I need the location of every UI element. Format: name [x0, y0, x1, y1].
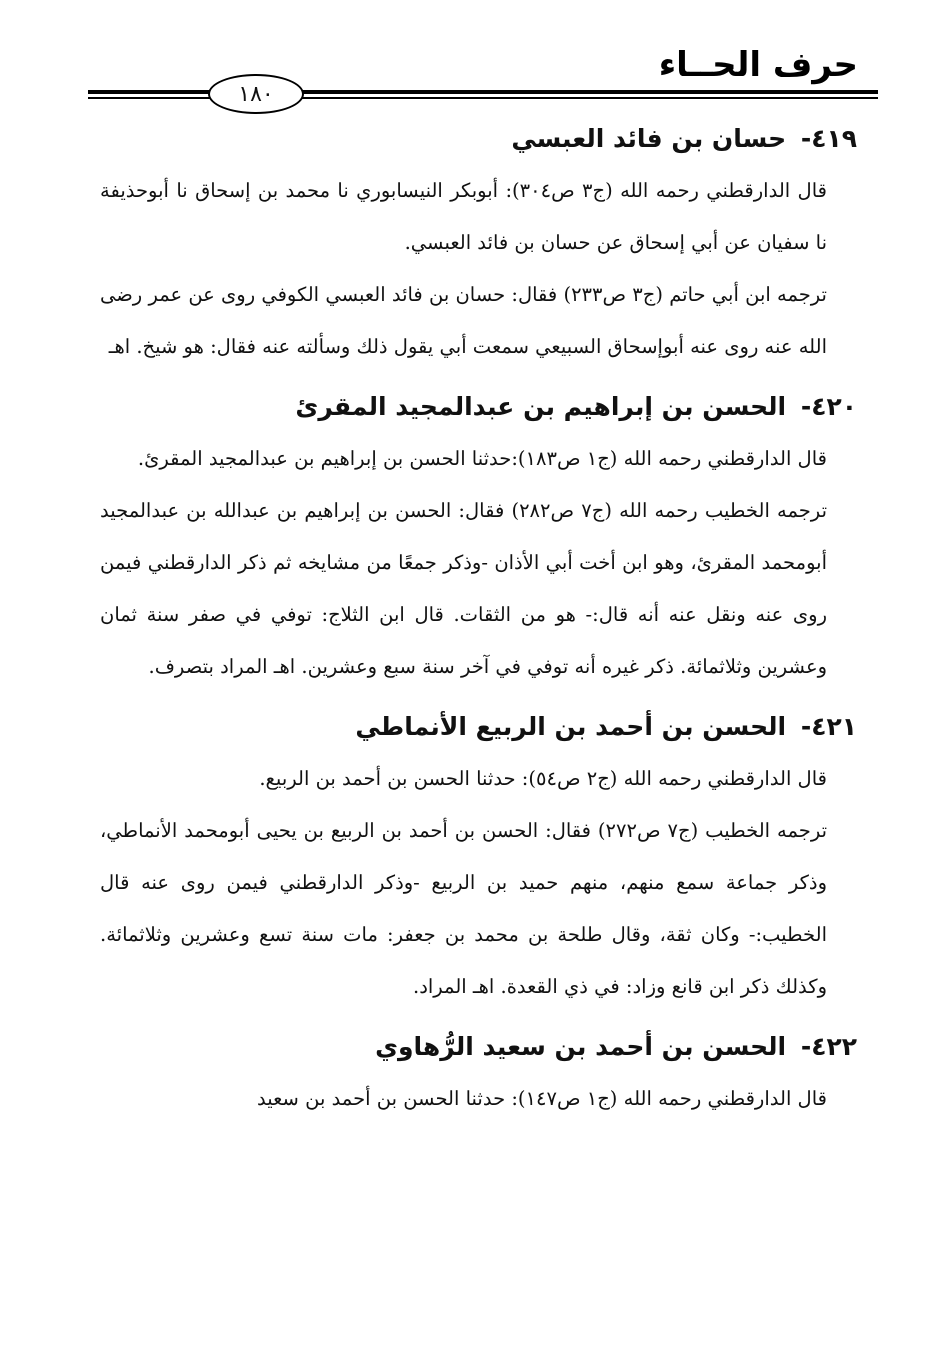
entry-number: ٤٢٢- [800, 1032, 857, 1061]
entry-name: حسان بن فائد العبسي [511, 124, 787, 153]
entry-paragraph: قال الدارقطني رحمه الله (ج١ ص١٨٣):حدثنا الحسن بن إبراهيم بن عبدالمجيد المقرئ. [137, 447, 827, 470]
entry-paragraph: ترجمه ابن أبي حاتم (ج٣ ص٢٣٣) فقال: حسان بن فائد العبسي الكوفي روى عن عمر رضى الله عنه روى عنه أبوإسحاق السبيعي سمعت أبي يقول ذلك وسألته عنه فقال: هو شيخ. اهـ [100, 283, 827, 358]
entry-422 [100, 1025, 857, 1125]
entry-name: الحسن بن أحمد بن سعيد الرُّهاوي [375, 1032, 787, 1061]
header-rule-thick [88, 90, 878, 94]
entry-paragraph: ترجمه الخطيب (ج٧ ص٢٧٢) فقال: الحسن بن أحمد بن الربيع بن يحيى أبومحمد الأنماطي، وذكر جماعة سمع منهم، منهم حميد بن الربيع -وذكر الدارقطني فيمن روى عنه قال الخطيب:- وكان ثقة، وقال طلحة بن محمد بن جعفر: مات سنة تسع وعشرين وثلاثمائة. وكذلك ذكر ابن قانع وزاد: في ذي القعدة. اهـ المراد. [100, 819, 828, 998]
entry-paragraph: ترجمه الخطيب رحمه الله (ج٧ ص٢٨٢) فقال: الحسن بن إبراهيم بن عبدالله بن عبدالمجيد أبومحمد المقرئ، وهو ابن أخت أبي الأذان -وذكر جمعًا من مشايخه ثم ذكر الدارقطني فيمن روى عنه ونقل عنه أنه قال:- هو من الثقات. قال ابن الثلاج: توفي في صفر سنة ثمان وعشرين وثلاثمائة. ذكر غيره أنه توفي في آخر سنة سبع وعشرين. اهـ المراد بتصرف. [100, 499, 827, 678]
entry-paragraph: قال الدارقطني رحمه الله (ج٣ ص٣٠٤): أبوبكر النيسابوري نا محمد بن إسحاق نا أبوحذيفة نا سفيان عن أبي إسحاق عن حسان بن فائد العبسي. [100, 179, 827, 254]
entry-420 [100, 385, 857, 693]
page-header [88, 40, 878, 115]
chapter-title: حرف الحــاء [658, 45, 858, 85]
entry-name: الحسن بن أحمد بن الربيع الأنماطي [355, 712, 787, 741]
entry-paragraph: قال الدارقطني رحمه الله (ج١ ص١٤٧): حدثنا الحسن بن أحمد بن سعيد [257, 1087, 827, 1110]
entry-number: ٤٢١- [800, 712, 857, 741]
entry-name: الحسن بن إبراهيم بن عبدالمجيد المقرئ [295, 392, 787, 421]
main-content [100, 105, 857, 1125]
entry-heading [100, 385, 857, 429]
entry-421 [100, 705, 857, 1013]
entry-number: ٤٢٠- [800, 392, 857, 421]
entry-number: ٤١٩- [800, 124, 857, 153]
entry-heading [100, 705, 857, 749]
entry-419 [100, 117, 857, 373]
header-rule-thin [88, 97, 878, 99]
page-number: ١٨٠ [208, 74, 304, 114]
entry-paragraph: قال الدارقطني رحمه الله (ج٢ ص٥٤): حدثنا الحسن بن أحمد بن الربيع. [259, 767, 827, 790]
entry-heading [100, 117, 857, 161]
entry-heading [100, 1025, 857, 1069]
